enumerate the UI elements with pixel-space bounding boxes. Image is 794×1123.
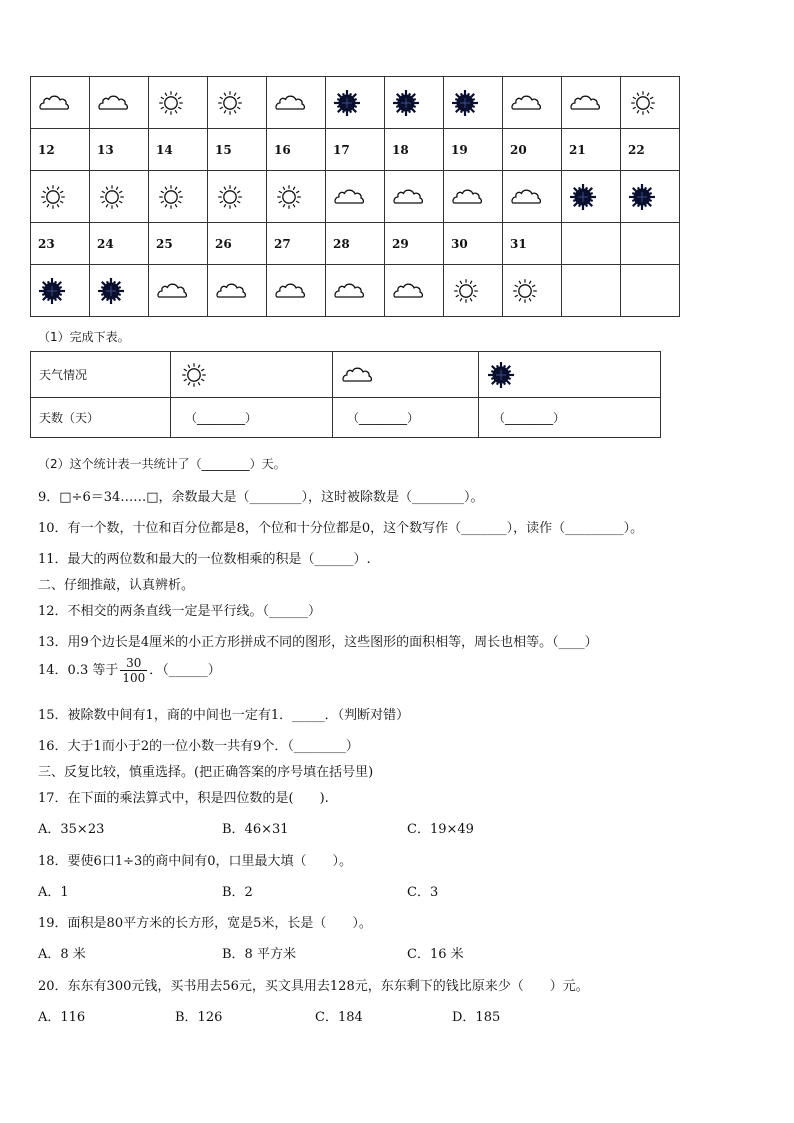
snow-icon	[487, 361, 660, 389]
cloudy-icon	[267, 77, 326, 129]
empty-cell	[621, 265, 680, 317]
date-cell: 28	[326, 223, 385, 265]
date-cell: 13	[90, 129, 149, 171]
question-20: 20．东东有300元钱，买书用去56元，买文具用去128元，东东剩下的钱比原来少（ ）元。	[38, 979, 589, 994]
date-cell: 27	[267, 223, 326, 265]
snow-icon	[562, 171, 621, 223]
date-cell: 23	[31, 223, 90, 265]
option-20-c[interactable]: C．184	[315, 1010, 363, 1025]
cloudy-icon	[326, 171, 385, 223]
stat-icon-cell	[333, 352, 479, 398]
date-cell: 29	[385, 223, 444, 265]
weather-icon-row	[31, 77, 680, 129]
option-19-c[interactable]: C．16 米	[407, 947, 464, 962]
fraction-denominator: 100	[122, 671, 146, 685]
snow-icon	[621, 171, 680, 223]
question-19: 19．面积是80平方米的长方形，宽是5米，长是（ ）。	[38, 916, 372, 931]
question-part2: （2）这个统计表一共统计了（________）天。	[38, 457, 286, 471]
sunny-icon	[267, 171, 326, 223]
blank-snow-days[interactable]: （________）	[479, 398, 661, 438]
question-18: 18．要使6口1÷3的商中间有0，口里最大填（ ）。	[38, 854, 353, 869]
stat-icon-cell	[171, 352, 333, 398]
cloudy-icon	[267, 265, 326, 317]
sunny-icon	[149, 171, 208, 223]
date-cell: 14	[149, 129, 208, 171]
sunny-icon	[503, 265, 562, 317]
date-row	[31, 223, 680, 265]
cloudy-icon	[149, 265, 208, 317]
option-18-b[interactable]: B．2	[222, 885, 253, 900]
question-11: 11．最大的两位数和最大的一位数相乘的积是（______）.	[38, 552, 371, 567]
date-cell: 19	[444, 129, 503, 171]
option-17-b[interactable]: B．46×31	[222, 822, 289, 837]
date-cell: 20	[503, 129, 562, 171]
cloudy-icon	[444, 171, 503, 223]
question-10: 10．有一个数，十位和百分位都是8，个位和十分位都是0，这个数写作（_______），读作（_________）。	[38, 521, 644, 536]
option-18-c[interactable]: C．3	[407, 885, 439, 900]
section-3-title: 三、反复比较，慎重选择。(把正确答案的序号填在括号里)	[38, 765, 374, 780]
cloudy-icon	[503, 77, 562, 129]
option-17-a[interactable]: A．35×23	[38, 822, 105, 837]
date-cell: 25	[149, 223, 208, 265]
weather-stats-table	[30, 351, 661, 438]
cloudy-icon	[31, 77, 90, 129]
question-15: 15．被除数中间有1，商的中间也一定有1．_____．（判断对错）	[38, 708, 410, 723]
question-14	[38, 656, 221, 685]
date-cell: 12	[31, 129, 90, 171]
date-cell: 30	[444, 223, 503, 265]
option-20-d[interactable]: D．185	[452, 1010, 501, 1025]
option-19-a[interactable]: A．8 米	[38, 947, 86, 962]
date-cell: 22	[621, 129, 680, 171]
question-16: 16．大于1而小于2的一位小数一共有9个．（________）	[38, 739, 359, 754]
question-17: 17．在下面的乘法算式中，积是四位数的是( ).	[38, 791, 329, 806]
weather-icon-row	[31, 265, 680, 317]
empty-cell	[562, 265, 621, 317]
question-13: 13．用9个边长是4厘米的小正方形拼成不同的图形，这些图形的面积相等，周长也相等。（____）	[38, 635, 598, 650]
date-cell: 21	[562, 129, 621, 171]
fraction-numerator: 30	[120, 656, 147, 671]
days-label: 天数（天）	[31, 398, 171, 438]
empty-cell	[621, 223, 680, 265]
date-cell: 16	[267, 129, 326, 171]
option-18-a[interactable]: A．1	[38, 885, 69, 900]
sunny-icon	[90, 171, 149, 223]
sunny-icon	[208, 77, 267, 129]
snow-icon	[31, 265, 90, 317]
fraction	[120, 656, 147, 685]
sunny-icon	[444, 265, 503, 317]
sunny-icon	[31, 171, 90, 223]
option-19-b[interactable]: B．8 平方米	[222, 947, 296, 962]
sunny-icon	[208, 171, 267, 223]
cloudy-icon	[562, 77, 621, 129]
part1-title: （1）完成下表。	[38, 330, 130, 344]
date-cell: 26	[208, 223, 267, 265]
cloudy-icon	[385, 171, 444, 223]
option-20-b[interactable]: B．126	[175, 1010, 223, 1025]
date-cell: 24	[90, 223, 149, 265]
section-2-title: 二、仔细推敲，认真辨析。	[38, 578, 195, 593]
empty-cell	[562, 223, 621, 265]
option-20-a[interactable]: A．116	[38, 1010, 86, 1025]
question-14-text: 14．0.3 等于	[38, 663, 119, 678]
question-9: 9．□÷6＝34……□，余数最大是（________），这时被除数是（________）。	[38, 490, 484, 505]
weather-icon-row	[31, 171, 680, 223]
option-17-c[interactable]: C．19×49	[407, 822, 474, 837]
cloudy-icon	[90, 77, 149, 129]
date-cell: 17	[326, 129, 385, 171]
cloudy-icon	[385, 265, 444, 317]
question-14-blank: ．（______）	[149, 663, 221, 678]
sunny-icon	[179, 362, 332, 388]
stat-icon-cell	[479, 352, 661, 398]
weather-label: 天气情况	[31, 352, 171, 398]
question-12: 12．不相交的两条直线一定是平行线。（______）	[38, 604, 322, 619]
date-row	[31, 129, 680, 171]
snow-icon	[385, 77, 444, 129]
cloudy-icon	[326, 265, 385, 317]
snow-icon	[326, 77, 385, 129]
sunny-icon	[149, 77, 208, 129]
weather-calendar-table	[30, 76, 680, 317]
snow-icon	[444, 77, 503, 129]
date-cell: 31	[503, 223, 562, 265]
blank-cloudy-days[interactable]: （________）	[333, 398, 479, 438]
cloudy-icon	[503, 171, 562, 223]
date-cell: 15	[208, 129, 267, 171]
blank-sunny-days[interactable]: （________）	[171, 398, 333, 438]
cloudy-icon	[208, 265, 267, 317]
date-cell: 18	[385, 129, 444, 171]
sunny-icon	[621, 77, 680, 129]
snow-icon	[90, 265, 149, 317]
cloudy-icon	[341, 364, 478, 386]
